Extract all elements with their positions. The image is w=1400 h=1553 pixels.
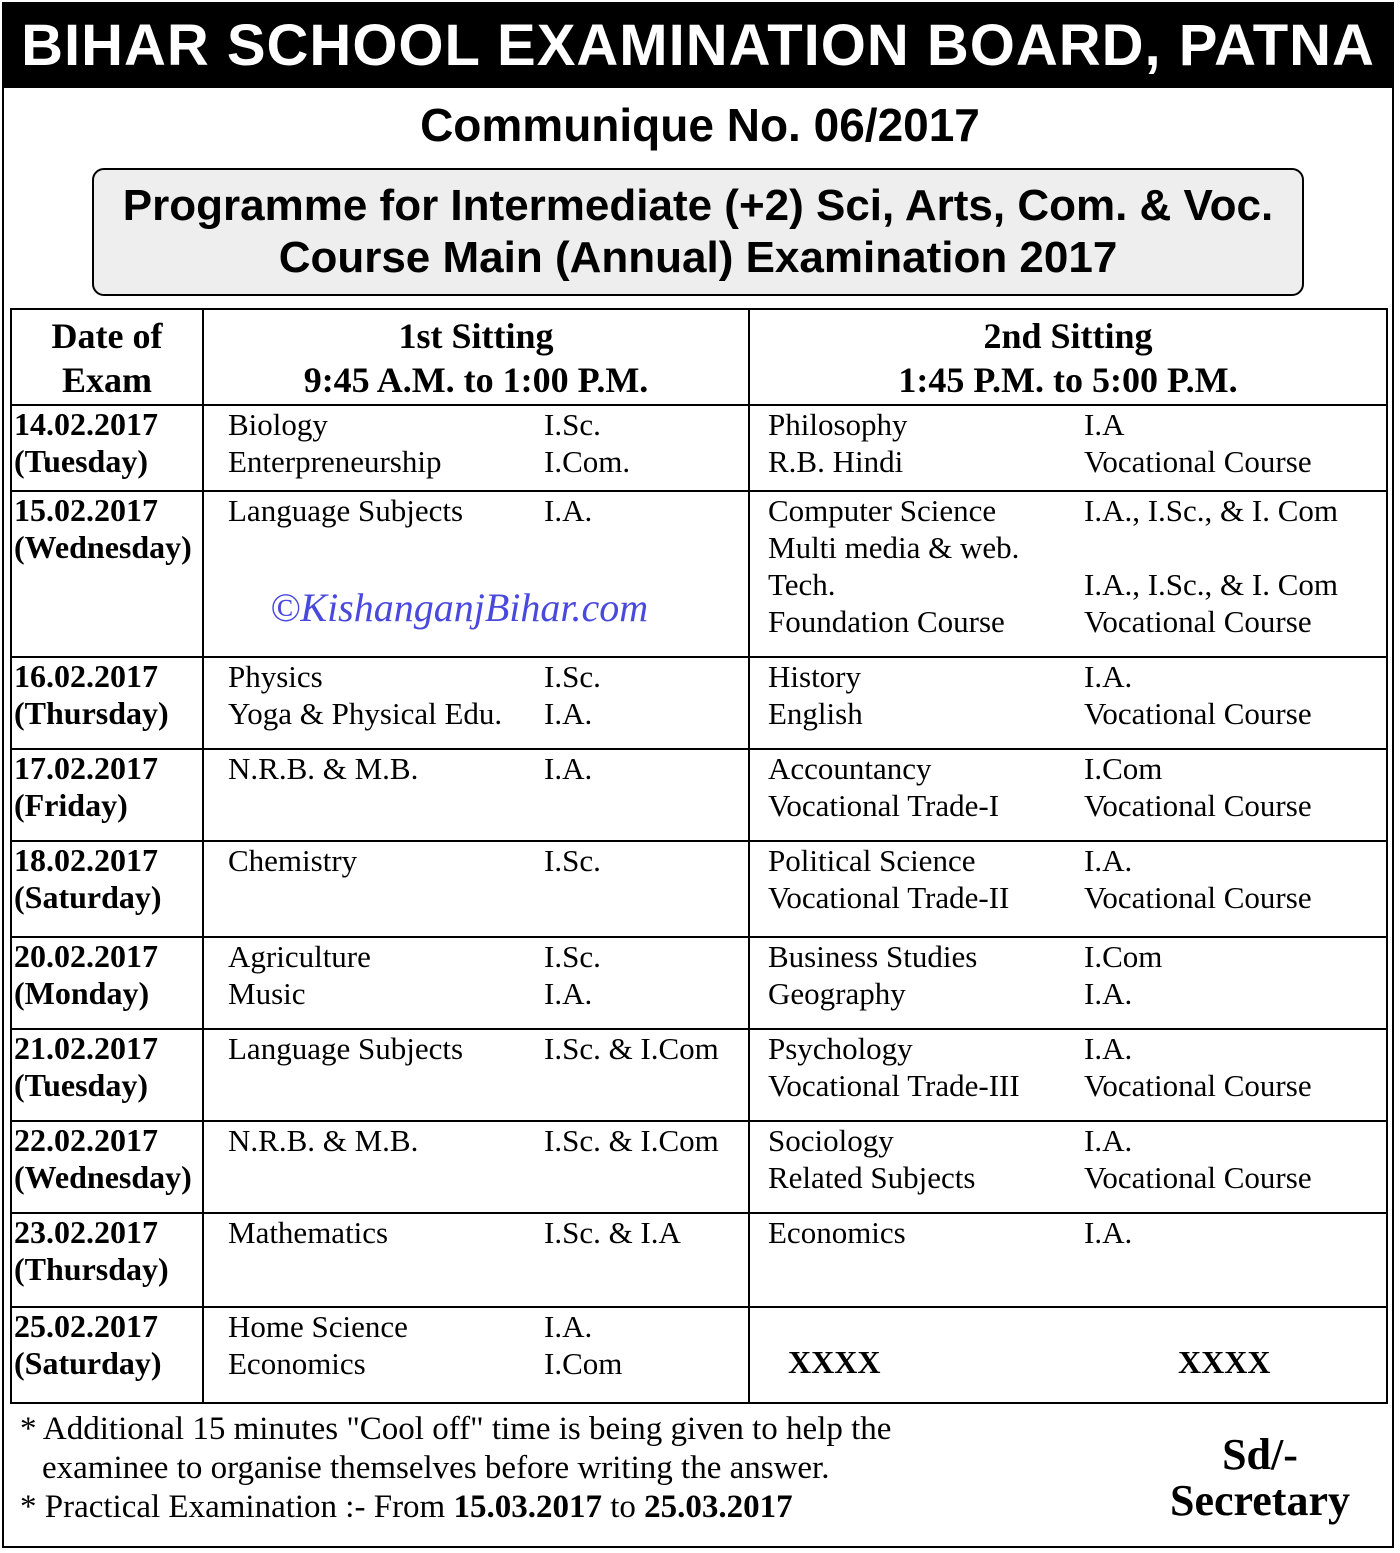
exam-date: 14.02.2017 <box>14 406 158 442</box>
subject-line <box>204 1308 748 1345</box>
subject-stream: I.Sc. & I.Com <box>544 1123 719 1158</box>
subject-stream: Vocational Course <box>1084 1068 1312 1103</box>
first-sitting-cell <box>203 405 749 491</box>
subject-stream: I.A. <box>544 493 593 528</box>
note-practical-prefix: * Practical Examination :- From <box>20 1489 454 1525</box>
exam-date: 15.02.2017 <box>14 492 158 528</box>
subject-stream: Vocational Course <box>1084 880 1312 915</box>
subject-name: Economics <box>228 1346 366 1381</box>
subject-line <box>750 879 1386 916</box>
header-s2-title: 2nd Sitting <box>983 316 1153 356</box>
first-sitting-cell <box>203 657 749 749</box>
practical-from-date: 15.03.2017 <box>453 1489 602 1525</box>
subject-line <box>204 938 748 975</box>
subject-line <box>204 1214 748 1251</box>
table-row <box>11 841 1387 937</box>
subject-name: Language Subjects <box>228 1031 464 1066</box>
subject-line <box>750 975 1386 1012</box>
subject-line <box>750 492 1386 529</box>
subject-name: Language Subjects <box>228 493 464 528</box>
subject-stream: I.A. <box>544 696 593 731</box>
subject-stream: I.A. <box>544 751 593 786</box>
second-sitting-cell <box>749 491 1387 657</box>
subject-name: Political Science <box>768 843 976 878</box>
subject-stream: Vocational Course <box>1084 444 1312 479</box>
note-cool-off-line1: * Additional 15 minutes "Cool off" time is being given to help the <box>20 1411 892 1447</box>
exam-day: (Wednesday) <box>14 529 192 565</box>
exam-date: 22.02.2017 <box>14 1122 158 1158</box>
subject-stream: Vocational Course <box>1084 1160 1312 1195</box>
table-row <box>11 1121 1387 1213</box>
exam-date: 20.02.2017 <box>14 938 158 974</box>
second-sitting-cell <box>749 657 1387 749</box>
subject-stream: I.Sc. <box>544 939 601 974</box>
exam-date-cell <box>11 1029 203 1121</box>
subject-line <box>204 443 748 480</box>
subject-stream: I.A. <box>1084 976 1133 1011</box>
exam-day: (Monday) <box>14 975 150 1011</box>
subject-line <box>750 658 1386 695</box>
subject-line <box>750 750 1386 787</box>
exam-day: (Saturday) <box>14 879 162 915</box>
practical-to-date: 25.03.2017 <box>644 1489 793 1525</box>
subject-stream: I.A., I.Sc., & I. Com <box>1084 567 1339 602</box>
footnotes <box>20 1410 891 1527</box>
signature-title: Secretary <box>1170 1476 1350 1525</box>
subject-stream: I.A. <box>1084 1215 1133 1250</box>
exam-date: 21.02.2017 <box>14 1030 158 1066</box>
subject-line <box>750 842 1386 879</box>
subject-stream: I.Sc. <box>544 843 601 878</box>
header-first-sitting <box>203 309 749 405</box>
subject-stream: I.Sc. <box>544 659 601 694</box>
subject-line <box>750 1214 1386 1251</box>
first-sitting-cell <box>203 491 749 657</box>
table-row <box>11 657 1387 749</box>
subject-line <box>204 492 748 529</box>
subject-stream: I.A., I.Sc., & I. Com <box>1084 493 1339 528</box>
subject-stream: I.A <box>1084 407 1125 442</box>
subject-name: Accountancy <box>768 751 932 786</box>
first-sitting-cell <box>203 937 749 1029</box>
subject-line <box>750 787 1386 824</box>
subject-name: Home Science <box>228 1309 408 1344</box>
subject-name: Psychology <box>768 1031 913 1066</box>
subject-stream: I.Sc. & I.A <box>544 1215 681 1250</box>
no-exam-placeholder: XXXX <box>788 1344 881 1380</box>
subject-stream: Vocational Course <box>1084 788 1312 823</box>
exam-date-cell <box>11 937 203 1029</box>
board-banner: BIHAR SCHOOL EXAMINATION BOARD, PATNA <box>2 2 1394 88</box>
subject-line <box>204 695 748 732</box>
subject-line <box>750 406 1386 443</box>
second-sitting-cell <box>749 749 1387 841</box>
exam-date-cell <box>11 1307 203 1403</box>
subject-name: Geography <box>768 976 906 1011</box>
note-practical-to: to <box>601 1489 645 1525</box>
first-sitting-cell <box>203 1213 749 1307</box>
subject-stream <box>1084 529 1386 566</box>
subject-stream: I.Com <box>544 1346 623 1381</box>
exam-date-cell <box>11 841 203 937</box>
subject-name: Philosophy <box>768 407 908 442</box>
table-row <box>11 1307 1387 1403</box>
second-sitting-cell <box>749 1029 1387 1121</box>
subject-stream: I.A. <box>544 1309 593 1344</box>
subject-stream: Vocational Course <box>1084 604 1312 639</box>
note-cool-off-line2: examinee to organise themselves before writing the answer. <box>42 1450 830 1486</box>
table-row <box>11 1029 1387 1121</box>
no-exam-line <box>750 1308 1386 1381</box>
second-sitting-cell <box>749 1307 1387 1403</box>
note-practical <box>20 1488 891 1527</box>
table-row <box>11 405 1387 491</box>
exam-day: (Friday) <box>14 787 128 823</box>
subject-name: Related Subjects <box>768 1160 976 1195</box>
header-s1-time: 9:45 A.M. to 1:00 P.M. <box>303 360 649 400</box>
subject-line <box>204 406 748 443</box>
subject-line <box>750 1159 1386 1196</box>
first-sitting-cell <box>203 1307 749 1403</box>
subject-line <box>204 1030 748 1067</box>
subject-line <box>204 975 748 1012</box>
subject-stream: I.A. <box>1084 843 1133 878</box>
subject-name: R.B. Hindi <box>768 444 904 479</box>
table-row <box>11 937 1387 1029</box>
subject-stream: I.A. <box>544 976 593 1011</box>
exam-date: 16.02.2017 <box>14 658 158 694</box>
subject-name: Tech. <box>768 567 836 602</box>
subject-stream: I.A. <box>1084 659 1133 694</box>
subject-name: Computer Science <box>768 493 997 528</box>
header-date-line1: Date of <box>51 316 163 356</box>
watermark-text: ©KishanganjBihar.com <box>270 585 649 630</box>
exam-day: (Thursday) <box>14 1251 169 1287</box>
header-date-line2: Exam <box>62 360 152 400</box>
exam-date-cell <box>11 1213 203 1307</box>
header-s1-title: 1st Sitting <box>398 316 554 356</box>
subject-line <box>750 695 1386 732</box>
exam-date: 17.02.2017 <box>14 750 158 786</box>
signature-sd: Sd/- <box>1222 1430 1298 1479</box>
subject-name: Enterpreneurship <box>228 444 442 479</box>
subject-name: Chemistry <box>228 843 358 878</box>
first-sitting-cell <box>203 1029 749 1121</box>
header-second-sitting <box>749 309 1387 405</box>
header-s2-time: 1:45 P.M. to 5:00 P.M. <box>898 360 1238 400</box>
signature-block <box>1140 1432 1380 1524</box>
subject-name: Physics <box>228 659 323 694</box>
subject-name: Sociology <box>768 1123 894 1158</box>
exam-day: (Thursday) <box>14 695 169 731</box>
subject-name: N.R.B. & M.B. <box>228 1123 419 1158</box>
subject-name: N.R.B. & M.B. <box>228 751 419 786</box>
exam-date-cell <box>11 491 203 657</box>
subject-stream: I.Com <box>1084 939 1163 974</box>
exam-date: 23.02.2017 <box>14 1214 158 1250</box>
exam-day: (Tuesday) <box>14 1067 148 1103</box>
subject-line <box>204 750 748 787</box>
subject-name: History <box>768 659 861 694</box>
subject-stream: I.A. <box>1084 1123 1133 1158</box>
subject-name: Business Studies <box>768 939 978 974</box>
communique-number: Communique No. 06/2017 <box>420 99 980 151</box>
subject-name: English <box>768 696 863 731</box>
table-row <box>11 1213 1387 1307</box>
first-sitting-cell <box>203 749 749 841</box>
exam-date: 25.02.2017 <box>14 1308 158 1344</box>
subject-name: Yoga & Physical Edu. <box>228 696 503 731</box>
second-sitting-cell <box>749 405 1387 491</box>
subject-name: Vocational Trade-I <box>768 788 1000 823</box>
programme-title-box <box>92 168 1304 296</box>
exam-date: 18.02.2017 <box>14 842 158 878</box>
exam-day: (Wednesday) <box>14 1159 192 1195</box>
subject-stream: I.A. <box>1084 1031 1133 1066</box>
table-row <box>11 749 1387 841</box>
subject-line <box>750 529 1386 566</box>
subject-stream: I.Com. <box>544 444 631 479</box>
subject-stream: I.Sc. & I.Com <box>544 1031 719 1066</box>
subject-name: Mathematics <box>228 1215 389 1250</box>
subject-name: Music <box>228 976 306 1011</box>
subject-name: Multi media & web. <box>768 530 1020 565</box>
exam-day: (Saturday) <box>14 1345 162 1381</box>
second-sitting-cell <box>749 1213 1387 1307</box>
table-row <box>11 491 1387 657</box>
subject-line <box>204 842 748 879</box>
table-header-row <box>11 309 1387 405</box>
programme-title-line2: Course Main (Annual) Examination 2017 <box>278 233 1118 282</box>
subject-stream: Vocational Course <box>1084 696 1312 731</box>
second-sitting-cell <box>749 1121 1387 1213</box>
subject-name: Economics <box>768 1215 906 1250</box>
exam-date-cell <box>11 1121 203 1213</box>
programme-title-line1: Programme for Intermediate (+2) Sci, Arts, Com. & Voc. <box>122 181 1274 230</box>
subject-line <box>750 603 1386 640</box>
subject-name: Vocational Trade-II <box>768 880 1010 915</box>
subject-line <box>204 1345 748 1382</box>
subject-line <box>750 566 1386 603</box>
subject-line <box>750 1122 1386 1159</box>
header-date <box>11 309 203 405</box>
subject-name: Biology <box>228 407 328 442</box>
exam-day: (Tuesday) <box>14 443 148 479</box>
subject-line <box>750 1030 1386 1067</box>
exam-date-cell <box>11 657 203 749</box>
no-exam-placeholder: XXXX <box>1178 1344 1271 1380</box>
subject-line <box>204 658 748 695</box>
subject-line <box>750 1067 1386 1104</box>
exam-date-cell <box>11 749 203 841</box>
first-sitting-cell <box>203 1121 749 1213</box>
second-sitting-cell <box>749 937 1387 1029</box>
subject-name: Agriculture <box>228 939 371 974</box>
subject-name: Foundation Course <box>768 604 1005 639</box>
subject-stream: I.Sc. <box>544 407 601 442</box>
subject-line <box>204 1122 748 1159</box>
first-sitting-cell <box>203 841 749 937</box>
exam-schedule-table <box>10 308 1388 1404</box>
subject-name: Vocational Trade-III <box>768 1068 1020 1103</box>
subject-line <box>750 443 1386 480</box>
exam-date-cell <box>11 405 203 491</box>
subject-stream: I.Com <box>1084 751 1163 786</box>
subject-line <box>750 938 1386 975</box>
second-sitting-cell <box>749 841 1387 937</box>
